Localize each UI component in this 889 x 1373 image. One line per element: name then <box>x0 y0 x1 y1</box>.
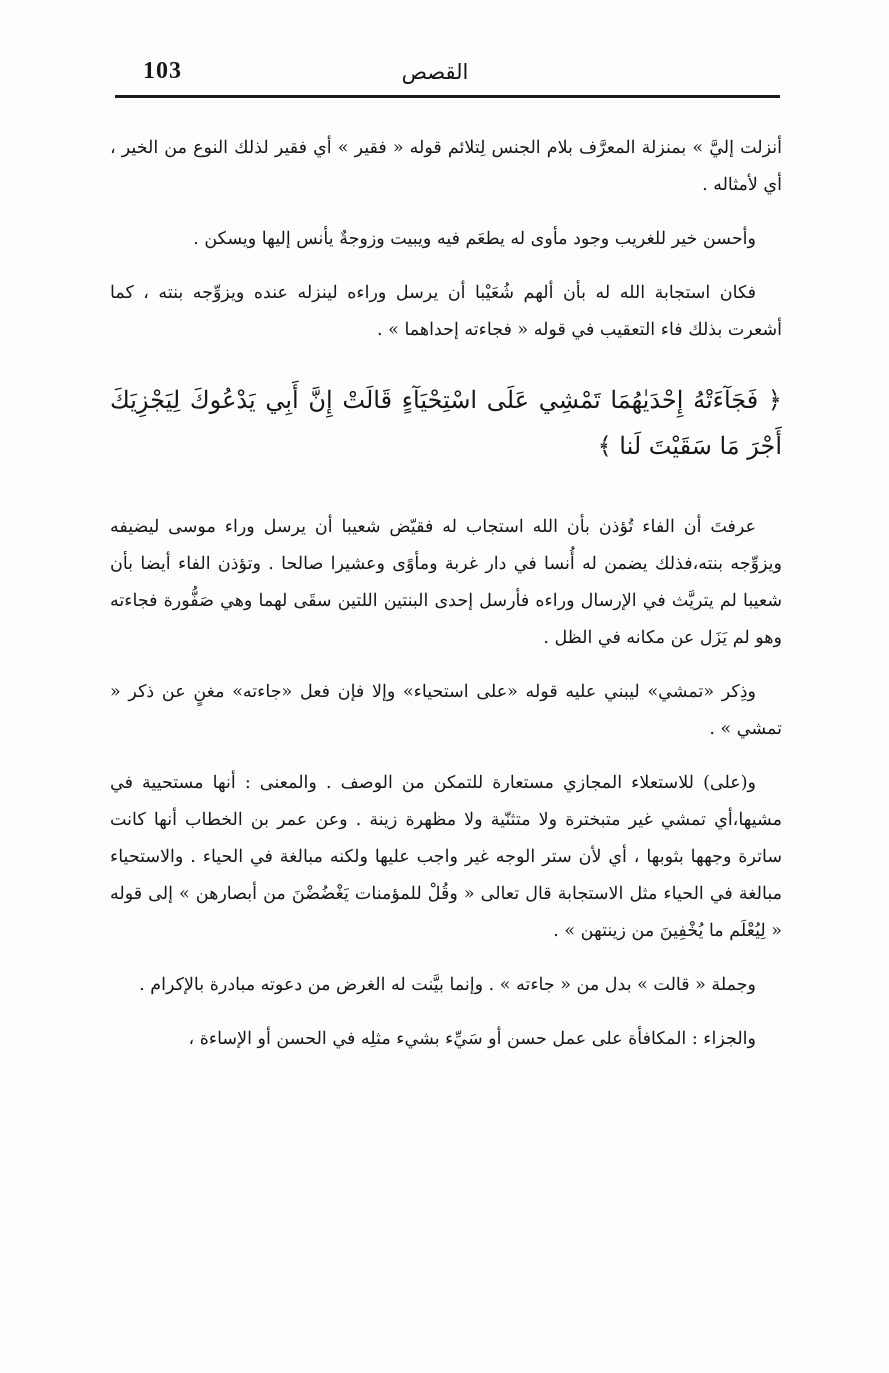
page-number: 103 <box>143 58 182 84</box>
paragraph: وذِكر «تمشي» ليبني عليه قوله «على استحياء» وإلا فإن فعل «جاءته» مغنٍ عن ذكر « تمشي » . <box>110 682 782 739</box>
paragraph: والجزاء : المكافأة على عمل حسن أو سَيِّء بشيء مثلِه في الحسن أو الإساءة ، <box>188 1029 756 1049</box>
page-body <box>110 130 782 1075</box>
paragraph: و(على) للاستعلاء المجازي مستعارة للتمكن من الوصف . والمعنى : أنها مستحيية في مشيها،أي تمشي غير متبخترة ولا متثنّية ولا مظهرة زينة . وعن عمر بن الخطاب أنها كانت ساترة وجهها بثوبها ، أي لأن ستر الوجه غير واجب عليها ولكنه مبالغة في الحياء . والاستحياء مبالغة في الحياء مثل الاستجابة قال تعالى « وقُلْ للمؤمنات يَغْضُضْنَ من أبصارهن » إلى قوله « لِيُعْلَم ما يُخْفِينَ من زينتهن » . <box>110 773 782 941</box>
quran-verse: ﴿ فَجَآءَتْهُ إِحْدَيٰهُمَا تَمْشِي عَلَى اسْتِحْيَآءٍ قَالَتْ إِنَّ أَبِي يَدْعُوكَ لِيَجْزِيَكَ أَجْرَ مَا سَقَيْتَ لَنا ﴾ <box>110 386 782 460</box>
paragraph: وجملة « قالت » بدل من « جاءته » . وإنما بيَّنت له الغرض من دعوته مبادرة بالإكرام . <box>139 975 756 995</box>
header-divider <box>115 95 780 98</box>
paragraph-continuation: أنزلت إليَّ » بمنزلة المعرَّف بلام الجنس لِتلائم قوله « فقير » أي فقير لذلك النوع من الخير ، أي لأمثاله . <box>110 138 782 195</box>
running-title: القصص <box>401 60 469 84</box>
paragraph: وأحسن خير للغريب وجود مأوى له يطعَم فيه ويبيت وزوجةٌ يأنس إليها ويسكن . <box>193 229 756 249</box>
paragraph: فكان استجابة الله له بأن ألهم شُعَيْبا أن يرسل وراءه لينزله عنده ويزوِّجه بنته ، كما أشعرت بذلك فاء التعقيب في قوله « فجاءته إحداهما » . <box>110 283 782 340</box>
paragraph: عرفتَ أن الفاء تُؤذن بأن الله استجاب له فقيّض شعيبا أن يرسل وراء موسى ليضيفه ويزوِّجه بنته،فذلك يضمن له أُنسا في دار غربة ومأوًى وعشيرا صالحا . وتؤذن الفاء أيضا بأن شعيبا لم يتريَّث في الإرسال وراءه فأرسل إحدى البنتين اللتين سقَى لهما وهي صَفُّورة فجاءته وهو لم يَزَل عن مكانه في الظل . <box>110 517 782 648</box>
